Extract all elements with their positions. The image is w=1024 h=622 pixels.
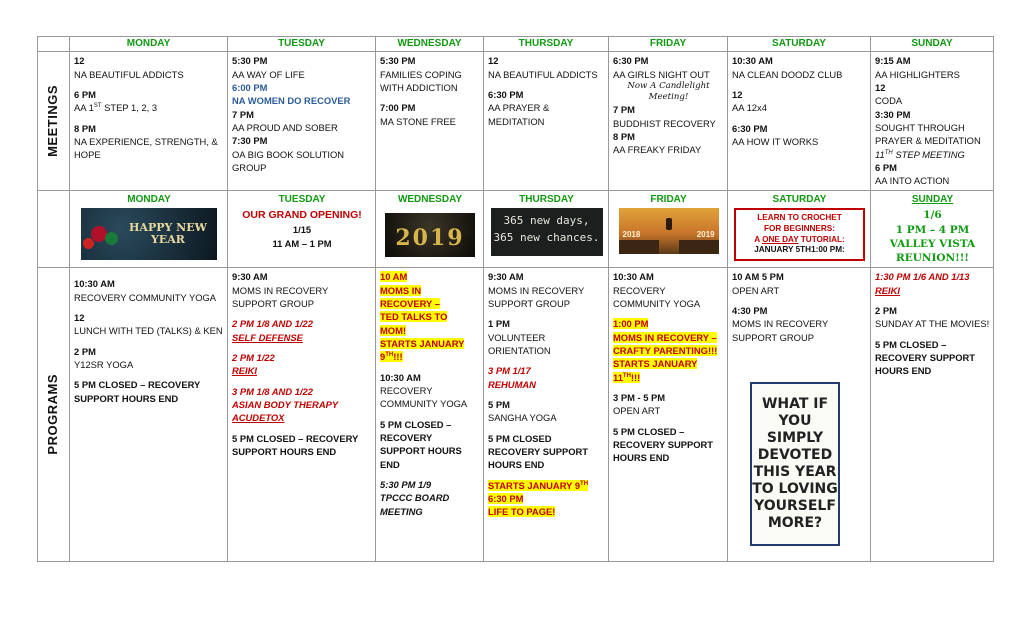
meeting-time: 9:15 AM (875, 55, 911, 67)
meeting-time: 5:30 PM (232, 55, 268, 67)
program-name: TPCCC BOARD MEETING (380, 492, 450, 517)
programs-label-cell (38, 268, 70, 562)
day-header-thursday: THURSDAY (484, 37, 609, 52)
banner-day-tuesday: TUESDAY (278, 194, 326, 206)
meeting-name: CODA (875, 95, 903, 107)
banner-wednesday (376, 191, 484, 268)
meetings-row (38, 52, 994, 191)
closed-note: 5 PM CLOSED – RECOVERY SUPPORT HOURS END (875, 338, 976, 377)
program-name: ACUDETOX (232, 412, 285, 424)
meeting-name: BUDDHIST RECOVERY (613, 117, 716, 129)
day-header-friday: FRIDAY (609, 37, 728, 52)
banner-side (38, 191, 70, 268)
banner-saturday (728, 191, 871, 268)
highlight-text: LIFE TO PAGE! (488, 506, 556, 518)
meeting-time: 6 PM (875, 161, 897, 173)
meeting-time: 10:30 AM (732, 55, 773, 67)
meeting-name: AA PROUD AND SOBER (232, 121, 338, 133)
meeting-name: MA STONE FREE (380, 115, 456, 127)
highlight-text: STARTS JANUARY (613, 358, 698, 370)
programs-sunday (871, 268, 994, 562)
meetings-tuesday (228, 52, 376, 191)
meeting-name: AA 1ST STEP 1, 2, 3 (74, 102, 158, 114)
program-name: SUNDAY AT THE MOVIES! (875, 318, 990, 330)
meeting-name: AA FREAKY FRIDAY (613, 144, 702, 156)
closed-note: 5 PM CLOSED – RECOVERY SUPPORT HOURS END (74, 379, 201, 404)
highlight-text: RECOVERY – (380, 297, 440, 309)
program-time: 1 PM (488, 318, 510, 330)
reunion-date: 1/6 (923, 209, 942, 222)
banner-thursday (484, 191, 609, 268)
meeting-note: 11TH STEP MEETING (875, 148, 965, 160)
banner-day-monday: MONDAY (127, 194, 171, 206)
reunion-title-2: REUNION!!! (896, 251, 969, 264)
meeting-name: AA 12x4 (732, 102, 767, 114)
program-name: ASIAN BODY THERAPY (232, 398, 339, 410)
program-time: 12 (74, 311, 85, 323)
meeting-time: 12 (875, 81, 886, 93)
program-time: 9:30 AM (232, 271, 268, 283)
meeting-note: Now A Candlelight Meeting! (627, 80, 710, 103)
program-name: REIKI (232, 365, 258, 377)
corner-cell (38, 37, 70, 52)
meeting-name: NA EXPERIENCE, STRENGTH, & HOPE (74, 135, 218, 161)
program-name: REHUMAN (488, 378, 536, 390)
meeting-time: 12 (74, 55, 85, 67)
year-2019-image: 2019 (385, 213, 475, 257)
highlight-text: 10 AM (380, 271, 408, 283)
meeting-time: 8 PM (74, 122, 96, 134)
highlight-text: 6:30 PM (488, 493, 524, 504)
meeting-time: 7:00 PM (380, 102, 416, 114)
program-time: 9:30 AM (488, 271, 524, 283)
programs-label: PROGRAMS (45, 374, 61, 455)
program-time: 2 PM (74, 345, 96, 357)
reunion-time: 1 PM – 4 PM (895, 223, 970, 236)
meeting-time: 6:00 PM (232, 81, 268, 93)
banner-day-thursday: THURSDAY (519, 194, 574, 206)
closed-note: 5 PM CLOSED RECOVERY SUPPORT HOURS END (488, 432, 589, 471)
program-time: 3 PM - 5 PM (613, 391, 666, 403)
meetings-sunday (871, 52, 994, 191)
meeting-time: 6 PM (74, 88, 96, 100)
meeting-name: NA WOMEN DO RECOVER (232, 95, 351, 107)
meetings-wednesday (376, 52, 484, 191)
program-time: 5:30 PM 1/9 (380, 479, 432, 490)
meeting-name: AA HIGHLIGHTERS (875, 68, 960, 80)
closed-note: 5 PM CLOSED – RECOVERY SUPPORT HOURS END (613, 425, 714, 464)
meeting-time: 5:30 PM (380, 55, 416, 67)
program-time: 2 PM 1/22 (232, 351, 275, 363)
closed-note: 5 PM CLOSED – RECOVERY SUPPORT HOURS END (380, 418, 462, 470)
program-name: OPEN ART (732, 284, 780, 296)
365-new-days-image: 365 new days, 365 new chances. (491, 208, 603, 256)
meeting-time: 6:30 PM (488, 88, 524, 100)
meetings-label: MEETINGS (45, 85, 61, 158)
meeting-name: AA HOW IT WORKS (732, 135, 819, 147)
programs-wednesday (376, 268, 484, 562)
banner-day-wednesday: WEDNESDAY (397, 194, 463, 206)
program-name: OPEN ART (613, 405, 661, 417)
meetings-thursday (484, 52, 609, 191)
highlight-text: 9TH!!! (380, 351, 403, 363)
meeting-name: AA INTO ACTION (875, 175, 950, 187)
program-name: SANGHA YOGA (488, 412, 557, 424)
meeting-name: NA BEAUTIFUL ADDICTS (488, 68, 598, 80)
meeting-time: 6:30 PM (732, 122, 768, 134)
program-time: 4:30 PM (732, 304, 768, 316)
crochet-tutorial-box: LEARN TO CROCHET FOR BEGINNERS: A ONE DAY TUTORIAL: JANUARY 5TH1:00 PM: (734, 208, 865, 261)
program-time: 3 PM 1/17 (488, 365, 531, 377)
meetings-monday (70, 52, 228, 191)
2018-2019-jump-image: 2018 2019 (619, 208, 719, 254)
highlight-text: STARTS JANUARY (380, 337, 465, 349)
program-time: 10:30 AM (74, 278, 115, 290)
program-name: MOMS IN RECOVERY SUPPORT GROUP (488, 284, 585, 309)
highlight-text: MOM! (380, 324, 407, 336)
program-time: 1:30 PM 1/6 AND 1/13 (875, 271, 970, 283)
meetings-friday (609, 52, 728, 191)
banner-day-friday: FRIDAY (650, 194, 687, 206)
day-header-monday: MONDAY (70, 37, 228, 52)
program-name: VOLUNTEER ORIENTATION (488, 331, 551, 356)
programs-thursday (484, 268, 609, 562)
program-time: 2 PM (875, 304, 897, 316)
program-name: RECOVERY COMMUNITY YOGA (74, 291, 217, 303)
program-name: SELF DEFENSE (232, 331, 303, 343)
meeting-time: 12 (488, 55, 499, 67)
reunion-title: VALLEY VISTA (889, 237, 976, 250)
highlight-text: MOMS IN (380, 284, 422, 296)
program-name: REIKI (875, 284, 901, 296)
meeting-name: OA BIG BOOK SOLUTION GROUP (232, 148, 345, 173)
closed-note: 5 PM CLOSED – RECOVERY SUPPORT HOURS END (232, 432, 359, 457)
header-row (38, 37, 994, 52)
highlight-text: MOMS IN RECOVERY – (613, 331, 717, 343)
program-time: 10 AM 5 PM (732, 271, 784, 283)
program-name: LUNCH WITH TED (TALKS) & KEN (74, 325, 223, 337)
meeting-name: NA BEAUTIFUL ADDICTS (74, 68, 184, 80)
meeting-time: 7 PM (613, 104, 635, 116)
what-if-poster: WHAT IF YOU SIMPLY DEVOTED THIS YEAR TO LOVING YOURSELF MORE? (750, 382, 840, 546)
meeting-time: 12 (732, 88, 743, 100)
program-name: RECOVERY COMMUNITY YOGA (613, 284, 701, 309)
day-header-sunday: SUNDAY (871, 37, 994, 52)
meetings-label-cell (38, 52, 70, 191)
program-name: RECOVERY COMMUNITY YOGA (380, 384, 468, 410)
banner-friday (609, 191, 728, 268)
program-time: 3 PM 1/8 AND 1/22 (232, 385, 313, 397)
meeting-name: FAMILIES COPING WITH ADDICTION (380, 68, 462, 93)
day-header-saturday: SATURDAY (728, 37, 871, 52)
programs-monday (70, 268, 228, 562)
banner-row (38, 191, 994, 268)
grand-opening-date: 1/15 (292, 224, 312, 236)
program-time: 10:30 AM (380, 371, 421, 383)
highlight-text: STARTS JANUARY 9TH (488, 479, 589, 491)
grand-opening-title: OUR GRAND OPENING! (242, 209, 362, 222)
program-time: 10:30 AM (613, 271, 654, 283)
happy-new-year-image: HAPPY NEW YEAR (81, 208, 217, 260)
programs-friday (609, 268, 728, 562)
grand-opening-time: 11 AM – 1 PM (272, 237, 332, 249)
banner-sunday (871, 191, 994, 268)
programs-tuesday (228, 268, 376, 562)
meeting-name: SOUGHT THROUGH PRAYER & MEDITATION (875, 121, 981, 147)
meeting-time: 7:30 PM (232, 135, 268, 147)
banner-tuesday (228, 191, 376, 268)
day-header-tuesday: TUESDAY (228, 37, 376, 52)
program-name: MOMS IN RECOVERY SUPPORT GROUP (232, 284, 329, 309)
meeting-name: AA WAY OF LIFE (232, 68, 305, 80)
program-time: 2 PM 1/8 AND 1/22 (232, 318, 313, 330)
highlight-text: TED TALKS TO (380, 311, 448, 323)
program-time: 5 PM (488, 398, 510, 410)
meeting-time: 7 PM (232, 108, 254, 120)
meeting-name: AA PRAYER & MEDITATION (488, 102, 550, 127)
banner-monday (70, 191, 228, 268)
meetings-saturday (728, 52, 871, 191)
meeting-name: AA GIRLS NIGHT OUT (613, 68, 710, 80)
program-name: Y12SR YOGA (74, 358, 134, 370)
program-name: MOMS IN RECOVERY SUPPORT GROUP (732, 318, 829, 343)
banner-day-saturday: SATURDAY (772, 194, 827, 206)
highlight-text: 11TH!!! (613, 371, 641, 383)
meeting-name: NA CLEAN DOODZ CLUB (732, 68, 843, 80)
calendar-table (37, 36, 994, 562)
highlight-text: CRAFTY PARENTING!!! (613, 344, 718, 356)
meeting-time: 6:30 PM (613, 55, 649, 67)
day-header-wednesday: WEDNESDAY (376, 37, 484, 52)
banner-day-sunday: SUNDAY (911, 194, 954, 206)
highlight-text: 1:00 PM (613, 318, 649, 330)
meeting-time: 8 PM (613, 130, 635, 142)
meeting-time: 3:30 PM (875, 108, 911, 120)
programs-row (38, 268, 994, 562)
